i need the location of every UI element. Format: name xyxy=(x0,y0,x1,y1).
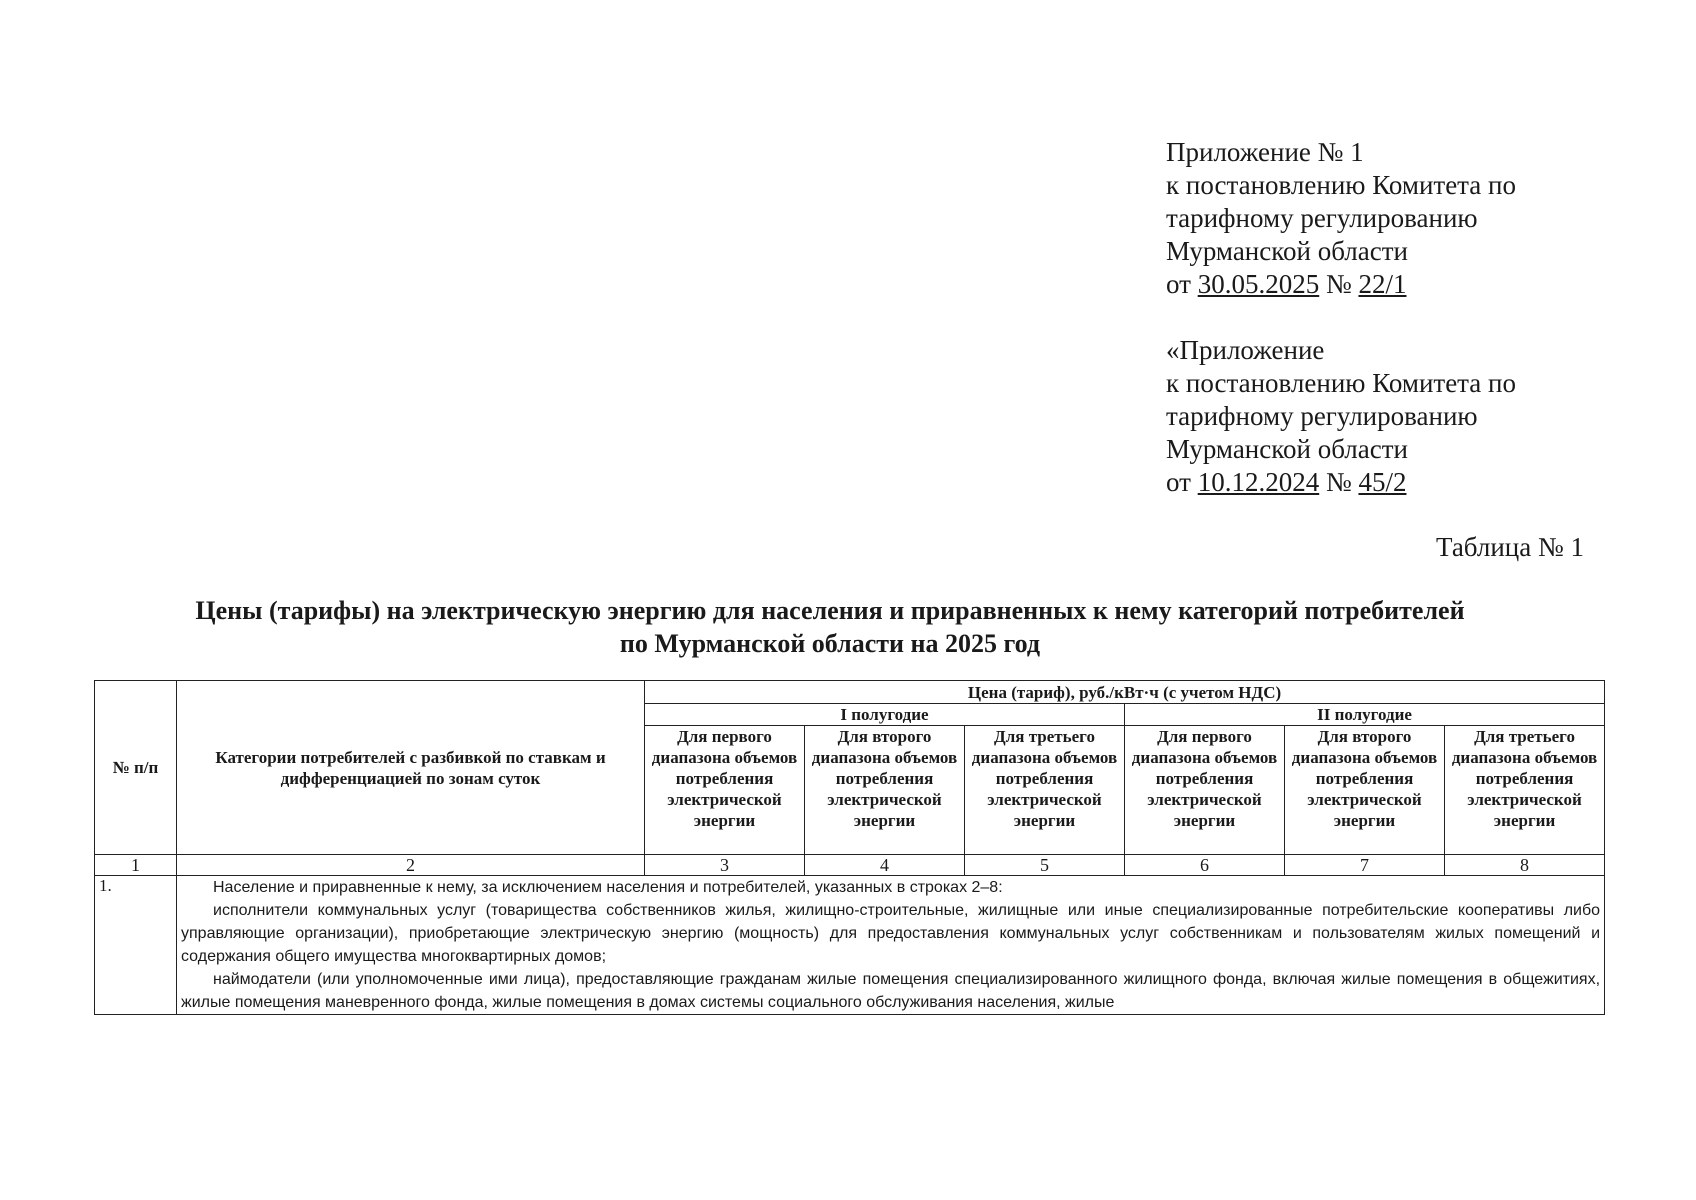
appendix-main-line-1: Приложение № 1 xyxy=(1166,137,1364,167)
header-half-2: II полугодие xyxy=(1125,704,1605,726)
appendix-quoted-date-prefix: от xyxy=(1166,467,1198,497)
appendix-quoted-line-1: «Приложение xyxy=(1166,335,1325,365)
column-number: 2 xyxy=(177,855,645,876)
appendix-quoted-date: 10.12.2024 xyxy=(1197,467,1320,497)
header-range-5: Для второго диапазона объемов потребления электрической энергии xyxy=(1285,726,1445,855)
header-range-3: Для третьего диапазона объемов потребления электрической энергии xyxy=(965,726,1125,855)
row-paragraph-2: исполнители коммунальных услуг (товарищества собственников жилья, жилищно-строительные, жилищные или иные специализированные потребительские кооперативы либо управляющие организации), приобретающие электрическую энергию (мощность) для предоставления коммунальных услуг собственникам и пользователям жилых помещений и содержания общего имущества многоквартирных домов; xyxy=(181,902,1601,965)
column-number-row xyxy=(95,855,1605,876)
column-number: 6 xyxy=(1125,855,1285,876)
header-range-1: Для первого диапазона объемов потребления электрической энергии xyxy=(645,726,805,855)
header-range-6: Для третьего диапазона объемов потребления электрической энергии xyxy=(1445,726,1605,855)
header-category: Категории потребителей с разбивкой по ставкам и дифференциацией по зонам суток xyxy=(177,681,645,855)
column-number: 3 xyxy=(645,855,805,876)
appendix-quoted-line-2: к постановлению Комитета по xyxy=(1166,368,1516,398)
appendix-quoted-line-3: тарифному регулированию xyxy=(1166,401,1478,431)
document-title-line-2: по Мурманской области на 2025 год xyxy=(619,629,1041,658)
document-title-line-1: Цены (тарифы) на электрическую энергию для населения и приравненных к нему категорий потребителей xyxy=(195,596,1465,625)
appendix-main-date: 30.05.2025 xyxy=(1197,269,1320,299)
appendix-main-line-2: к постановлению Комитета по xyxy=(1166,170,1516,200)
row-index: 1. xyxy=(95,876,177,1015)
column-number: 5 xyxy=(965,855,1125,876)
header-row-price xyxy=(95,681,1605,704)
header-price: Цена (тариф), руб./кВт·ч (с учетом НДС) xyxy=(645,681,1605,704)
column-number: 7 xyxy=(1285,855,1445,876)
row-paragraph-1: Население и приравненные к нему, за исключением населения и потребителей, указанных в строках 2–8: xyxy=(213,879,1003,896)
column-number: 1 xyxy=(95,855,177,876)
column-number: 4 xyxy=(805,855,965,876)
row-description xyxy=(177,876,1605,1015)
header-half-1: I полугодие xyxy=(645,704,1125,726)
table-row xyxy=(95,876,1605,1015)
appendix-quoted-number-prefix: № xyxy=(1319,467,1359,497)
appendix-main-number-prefix: № xyxy=(1319,269,1359,299)
header-np: № п/п xyxy=(95,681,177,855)
header-range-2: Для второго диапазона объемов потребления электрической энергии xyxy=(805,726,965,855)
appendix-quoted-line-4: Мурманской области xyxy=(1166,434,1408,464)
appendix-main-line-4: Мурманской области xyxy=(1166,236,1408,266)
row-paragraph-3: наймодатели (или уполномоченные ими лица), предоставляющие гражданам жилые помещения специализированного жилищного фонда, включая жилые помещения в общежитиях, жилые помещения маневренного фонда, жилые помещения в домах системы социального обслуживания населения, жилые xyxy=(181,971,1601,1011)
appendix-main-date-prefix: от xyxy=(1166,269,1198,299)
header-range-4: Для первого диапазона объемов потребления электрической энергии xyxy=(1125,726,1285,855)
appendix-quoted-number: 45/2 xyxy=(1358,467,1407,497)
appendix-main-line-3: тарифному регулированию xyxy=(1166,203,1478,233)
appendix-main-number: 22/1 xyxy=(1358,269,1407,299)
table-label: Таблица № 1 xyxy=(1436,532,1584,562)
tariff-table xyxy=(94,680,1605,1015)
column-number: 8 xyxy=(1445,855,1605,876)
